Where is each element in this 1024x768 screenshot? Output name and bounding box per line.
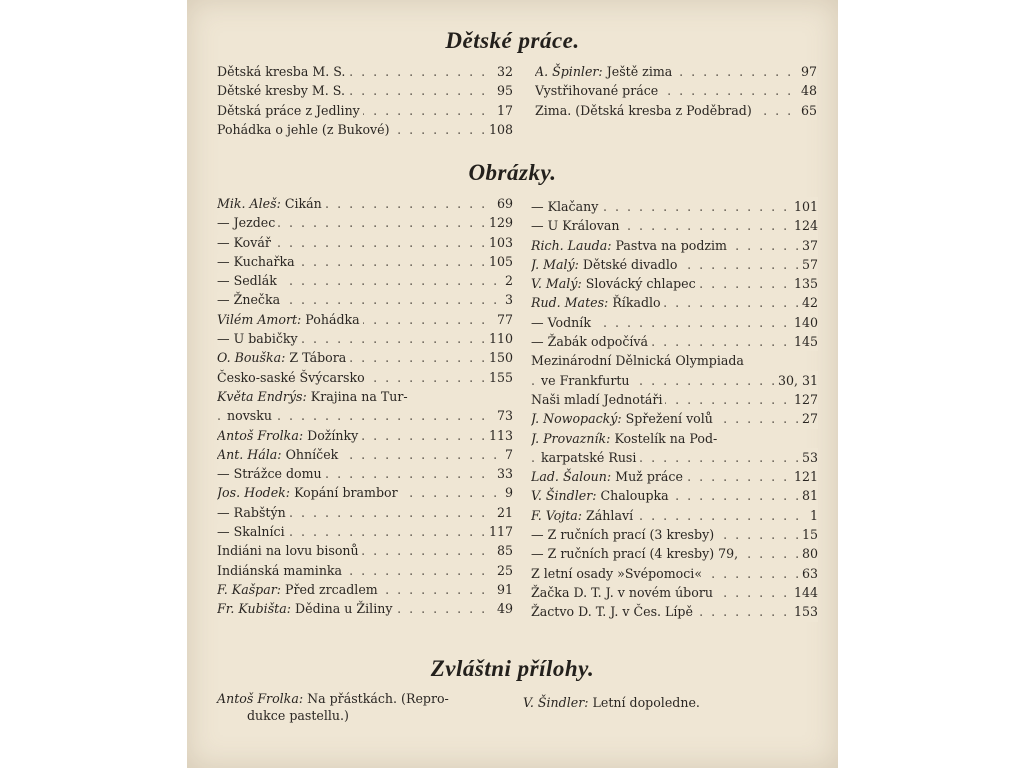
index-entry <box>217 522 513 541</box>
entry-title: — Kuchařka <box>217 253 295 269</box>
entry-label <box>531 546 741 561</box>
index-entry <box>217 406 513 425</box>
entry-page-number: 2 <box>501 271 513 290</box>
entry-title: Slovácký chlapec <box>585 276 696 292</box>
entry-title: Z Tábora <box>289 350 347 366</box>
entry-author: O. Bouška: <box>217 350 286 366</box>
entry-page-number: 103 <box>485 233 513 252</box>
entry-title: Indiáni na lovu bisonů <box>217 543 359 559</box>
index-entry <box>217 213 513 232</box>
entry-title: — Jezdec <box>217 215 276 231</box>
entry-page-number: 80 <box>798 544 818 563</box>
index-entry <box>531 467 818 486</box>
entry-page-number: 124 <box>790 216 818 235</box>
entry-title: — Žabák odpočívá <box>531 334 649 350</box>
index-entry <box>531 293 818 312</box>
entry-page-number: 63 <box>798 564 818 583</box>
index-entry <box>531 564 818 583</box>
priloha-right <box>523 694 813 711</box>
entry-label <box>217 543 362 558</box>
index-entry <box>217 290 513 309</box>
entry-title: Před zrcadlem <box>285 581 378 597</box>
entry-label <box>531 488 672 503</box>
entry-page-number: 91 <box>493 580 513 599</box>
index-entry <box>217 503 513 522</box>
index-entry <box>217 368 513 387</box>
entry-title: Dětské divadlo <box>582 256 678 272</box>
entry-page-number: 129 <box>485 213 513 232</box>
entry-page-number: 97 <box>797 62 817 81</box>
entry-author: A. Špinler: <box>535 64 603 79</box>
entry-title: Ještě zima <box>606 64 673 79</box>
entry-title: ve Frankfurtu <box>541 372 630 388</box>
entry-title: Cikán <box>284 196 322 211</box>
index-entry <box>217 81 513 100</box>
index-entry <box>531 390 818 409</box>
index-entry <box>531 544 818 563</box>
entry-page-number: 32 <box>493 62 513 81</box>
entry-label <box>531 199 601 214</box>
entry-page-number: 101 <box>790 197 818 216</box>
entry-author: V. Malý: <box>531 276 582 292</box>
entry-title: Dožínky <box>307 427 359 443</box>
entry-title: Dětská práce z Jedliny <box>217 102 360 118</box>
index-entry <box>217 580 513 599</box>
entry-title: Říkadlo <box>612 295 661 311</box>
index-entry <box>531 525 818 544</box>
entry-label <box>217 601 395 616</box>
entry-page-number: 30, 31 <box>774 371 818 390</box>
entry-title: Pastva na podzim <box>615 237 727 253</box>
entry-label <box>217 215 278 230</box>
entry-title: — Z ručních prací (3 kresby) <box>531 527 715 543</box>
entry-author: F. Vojta: <box>531 507 583 523</box>
entry-title: karpatské Rusi <box>541 449 637 465</box>
entry-label <box>531 431 720 446</box>
entry-title: — Strážce domu <box>217 466 322 482</box>
entry-label <box>531 295 664 310</box>
entry-label <box>531 604 696 619</box>
entry-title: — U Královan <box>531 218 620 234</box>
entry-label <box>217 196 325 211</box>
entry-label <box>217 103 363 118</box>
entry-label <box>217 485 401 500</box>
entry-title: Mezinárodní Dělnická Olympiada <box>531 353 744 369</box>
entry-title: — Sedlák <box>217 273 277 289</box>
index-entry <box>531 429 818 448</box>
index-entry <box>531 602 818 621</box>
index-entry <box>217 120 513 139</box>
entry-page-number: 15 <box>798 525 818 544</box>
heading-zvlastni-prilohy: Zvláštni přílohy. <box>430 656 595 681</box>
index-entry <box>531 371 818 390</box>
entry-author: J. Provazník: <box>531 430 611 446</box>
entry-page-number: 113 <box>485 426 513 445</box>
entry-label <box>531 257 680 272</box>
index-entry <box>217 194 513 213</box>
entry-author: Jos. Hodek: <box>217 485 291 501</box>
entry-label <box>217 350 349 365</box>
obrazky-left-column <box>217 194 513 619</box>
entry-page-number: 21 <box>493 503 513 522</box>
detske-right-column <box>535 62 817 120</box>
entry-page-number: 135 <box>790 274 818 293</box>
index-entry <box>531 351 818 370</box>
entry-label <box>217 254 298 269</box>
entry-label <box>217 312 363 327</box>
entry-label <box>217 582 381 597</box>
entry-title: Zima. (Dětská kresba z Poděbrad) <box>535 102 752 118</box>
entry-page-number: 153 <box>790 602 818 621</box>
entry-page-number: 155 <box>485 368 513 387</box>
index-entry <box>531 332 818 351</box>
entry-label <box>531 276 699 291</box>
entry-author: Květa Endrýs: <box>217 388 307 404</box>
entry-title: Kopání brambor <box>294 485 398 501</box>
entry-page-number: 9 <box>501 483 513 502</box>
entry-author: V. Šindler: <box>531 488 597 504</box>
entry-title: Dětská kresba M. S. <box>217 64 346 79</box>
priloha-left-author: Antoš Frolka: <box>217 691 304 706</box>
index-entry <box>531 197 818 216</box>
index-entry <box>531 274 818 293</box>
entry-page-number: 127 <box>790 390 818 409</box>
entry-label <box>531 353 747 368</box>
entry-title: — Rabštýn <box>217 504 286 520</box>
index-entry <box>217 101 513 120</box>
index-entry <box>217 464 513 483</box>
entry-title: novsku <box>227 408 273 424</box>
entry-label <box>217 370 368 385</box>
obrazky-right-column <box>531 197 818 622</box>
entry-author: Vilém Amort: <box>217 311 302 327</box>
index-entry <box>217 387 513 406</box>
entry-author: Rud. Mates: <box>531 295 609 311</box>
entry-author: Lad. Šaloun: <box>531 469 612 485</box>
entry-page-number: 108 <box>485 120 513 139</box>
entry-label <box>531 508 636 523</box>
entry-author: Antoš Frolka: <box>217 427 304 443</box>
entry-title: Dětské kresby M. S. <box>217 83 345 99</box>
index-entry <box>531 583 818 602</box>
index-entry <box>217 561 513 580</box>
entry-label <box>535 64 675 79</box>
entry-page-number: 42 <box>798 293 818 312</box>
entry-page-number: 121 <box>790 467 818 486</box>
index-entry <box>217 348 513 367</box>
entry-label <box>531 334 651 349</box>
entry-label <box>217 292 283 307</box>
entry-label <box>217 466 325 481</box>
index-entry <box>217 233 513 252</box>
entry-title: — Klačany <box>531 199 599 214</box>
entry-page-number: 117 <box>485 522 513 541</box>
index-entry <box>217 599 513 618</box>
index-entry <box>217 62 513 81</box>
index-entry <box>531 506 818 525</box>
entry-page-number: 144 <box>790 583 818 602</box>
entry-page-number: 33 <box>493 464 513 483</box>
entry-label <box>531 585 716 600</box>
entry-label <box>217 64 348 79</box>
entry-label <box>531 527 717 542</box>
index-entry <box>531 236 818 255</box>
entry-label <box>217 428 361 443</box>
entry-title: Ohníček <box>285 446 339 462</box>
index-entry <box>217 252 513 271</box>
entry-label <box>531 469 686 484</box>
entry-title: Žactvo D. T. J. v Čes. Lípě <box>531 604 693 620</box>
entry-page-number: 150 <box>485 348 513 367</box>
index-entry <box>531 409 818 428</box>
entry-label <box>531 315 594 330</box>
priloha-left-title: Na přástkách. (Repro- <box>307 691 449 706</box>
entry-author: Ant. Hála: <box>217 446 282 462</box>
entry-label <box>217 122 393 137</box>
entry-title: Vystřihované práce <box>535 83 659 99</box>
entry-title: Záhlaví <box>586 507 634 523</box>
entry-label <box>541 450 639 465</box>
entry-label <box>541 373 633 388</box>
entry-label <box>217 273 280 288</box>
index-entry <box>531 313 818 332</box>
index-entry <box>535 101 817 120</box>
entry-page-number: 105 <box>485 252 513 271</box>
heading-detske-prace: Dětské práce. <box>445 28 580 53</box>
entry-label <box>217 505 289 520</box>
entry-page-number: 49 <box>493 599 513 618</box>
entry-author: Fr. Kubišta: <box>217 601 291 617</box>
entry-label <box>535 83 661 98</box>
entry-label <box>531 392 665 407</box>
entry-author: J. Malý: <box>531 256 579 272</box>
priloha-right-title: Letní dopoledne. <box>592 695 700 710</box>
index-entry <box>217 271 513 290</box>
entry-page-number: 7 <box>501 445 513 464</box>
entry-title: Žačka D. T. J. v novém úboru <box>531 584 713 600</box>
entry-title: Chaloupka <box>600 488 669 504</box>
priloha-right-author: V. Šindler: <box>523 695 589 710</box>
priloha-left <box>217 690 517 724</box>
entry-label <box>535 103 755 118</box>
entry-label <box>227 408 275 423</box>
entry-page-number: 65 <box>797 101 817 120</box>
entry-page-number: 77 <box>493 310 513 329</box>
entry-title: Pohádka <box>305 311 360 327</box>
entry-label <box>217 389 411 404</box>
entry-label <box>217 235 274 250</box>
entry-title: Pohádka o jehle (z Bukové) <box>217 121 390 137</box>
entry-title: — Vodník <box>531 314 591 330</box>
entry-page-number: 81 <box>798 486 818 505</box>
entry-title: — Z ručních prací (4 kresby) 79, <box>531 546 739 562</box>
entry-title: — U babičky <box>217 331 298 347</box>
entry-page-number: 85 <box>493 541 513 560</box>
entry-page-number: 95 <box>493 81 513 100</box>
entry-title: Muž práce <box>615 469 683 485</box>
entry-page-number: 53 <box>798 448 818 467</box>
index-entry <box>535 62 817 81</box>
entry-page-number: 140 <box>790 313 818 332</box>
entry-page-number: 48 <box>797 81 817 100</box>
index-entry <box>531 216 818 235</box>
index-entry <box>217 426 513 445</box>
entry-label <box>217 447 341 462</box>
index-entry <box>217 310 513 329</box>
entry-page-number: 1 <box>806 506 818 525</box>
entry-title: Z letní osady »Svépomoci« <box>531 565 703 581</box>
entry-label <box>217 331 301 346</box>
entry-label <box>217 524 288 539</box>
entry-title: — Žnečka <box>217 292 281 308</box>
entry-label <box>531 411 716 426</box>
entry-title: Česko-saské Švýcarsko <box>217 369 365 385</box>
entry-label <box>531 238 730 253</box>
entry-page-number: 73 <box>493 406 513 425</box>
entry-title: — Kovář <box>217 234 271 250</box>
entry-page-number: 3 <box>501 290 513 309</box>
index-entry <box>217 541 513 560</box>
entry-page-number: 27 <box>798 409 818 428</box>
entry-label <box>217 563 345 578</box>
entry-title: Dědina u Žiliny <box>295 601 393 617</box>
entry-page-number: 69 <box>493 194 513 213</box>
entry-label <box>531 566 705 581</box>
entry-label <box>217 83 348 98</box>
index-entry <box>217 445 513 464</box>
index-entry <box>217 483 513 502</box>
entry-title: Spřežení volů <box>625 411 713 427</box>
heading-obrazky: Obrázky. <box>468 160 557 185</box>
priloha-left-title-cont: dukce pastellu.) <box>247 708 349 723</box>
entry-page-number: 17 <box>493 101 513 120</box>
index-entry <box>531 255 818 274</box>
entry-author: Mik. Aleš: <box>217 196 281 211</box>
document-page <box>187 0 838 768</box>
entry-title: Naši mladí Jednotáři <box>531 391 663 407</box>
entry-title: Krajina na Tur- <box>310 388 408 404</box>
entry-author: J. Nowopacký: <box>531 411 622 427</box>
entry-page-number: 145 <box>790 332 818 351</box>
entry-title: Kostelík na Pod- <box>614 430 718 446</box>
entry-label <box>531 218 623 233</box>
detske-left-column <box>217 62 513 139</box>
entry-page-number: 37 <box>798 236 818 255</box>
index-entry <box>531 486 818 505</box>
index-entry <box>535 81 817 100</box>
entry-page-number: 57 <box>798 255 818 274</box>
index-entry <box>531 448 818 467</box>
entry-title: Indiánská maminka <box>217 562 343 578</box>
entry-title: — Skalníci <box>217 524 285 540</box>
entry-author: Rich. Lauda: <box>531 237 612 253</box>
entry-page-number: 110 <box>485 329 513 348</box>
index-entry <box>217 329 513 348</box>
entry-author: F. Kašpar: <box>217 581 281 597</box>
entry-page-number: 25 <box>493 561 513 580</box>
